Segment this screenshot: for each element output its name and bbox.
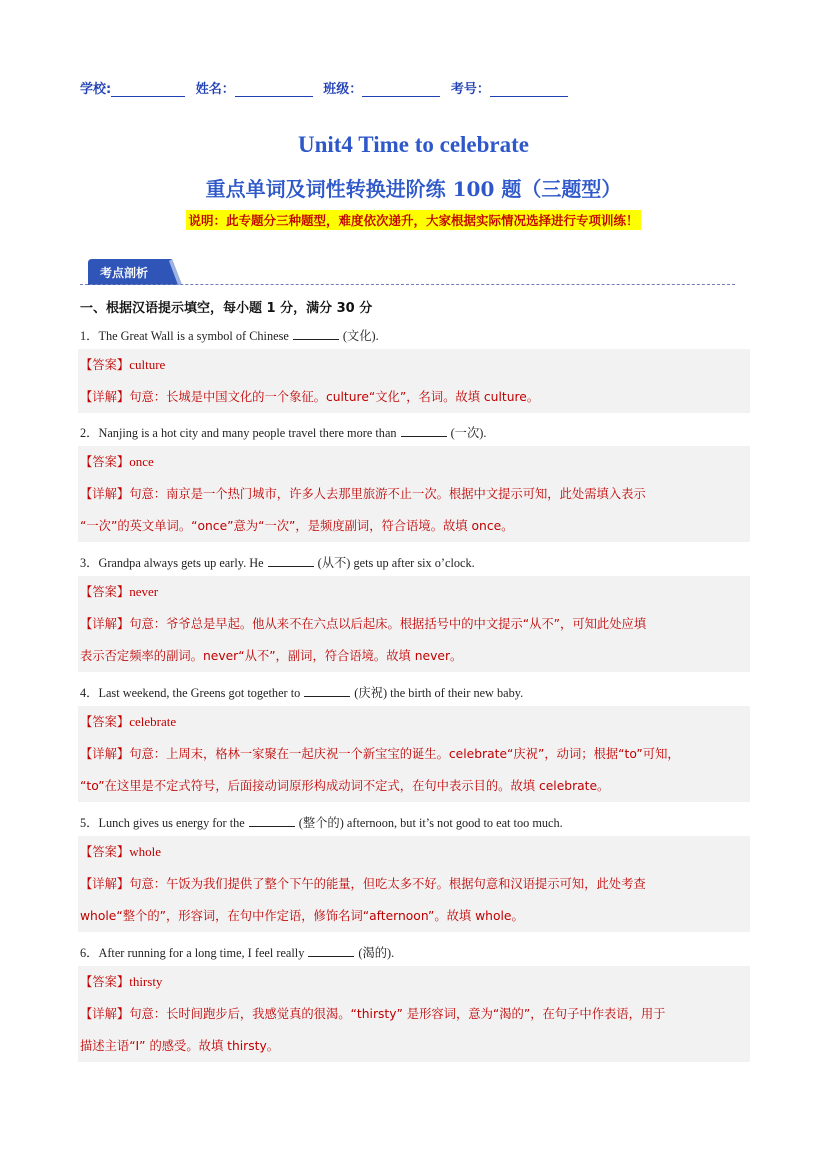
explanation-text: whole“整个的”，形容词，在句中作定语，修饰名词“afternoon”。故填 whole。 [80, 909, 524, 923]
explanation-text: 描述主语“I” 的感受。故填 thirsty。 [80, 1039, 280, 1053]
tab-label: 考点剖析 [100, 266, 149, 280]
answer-blank [249, 814, 295, 827]
explanation-line [80, 770, 748, 802]
answer-value: culture [129, 357, 166, 372]
explain-tag: 【详解】 [80, 617, 130, 631]
question-text-before: After running for a long time, I feel really [98, 946, 305, 960]
answer-value: thirsty [129, 974, 163, 989]
question-4 [80, 683, 523, 701]
explanation-text: 句意：长城是中国文化的一个象征。culture“文化”，名词。故填 culture。 [129, 390, 540, 404]
answer-line [80, 349, 748, 381]
answer-line [80, 576, 748, 608]
answer-blank [304, 684, 350, 697]
answer-line [80, 836, 748, 868]
class-blank [362, 82, 440, 97]
class-label: 班级： [323, 82, 363, 97]
explanation-line [80, 868, 748, 900]
question-text-before: Grandpa always gets up early. He [98, 556, 264, 570]
exam-number-blank [490, 82, 568, 97]
explain-tag: 【详解】 [80, 390, 130, 404]
explanation-text: 表示否定频率的副词。never“从不”，副词，符合语境。故填 never。 [80, 649, 463, 663]
explain-tag: 【详解】 [80, 487, 130, 501]
explanation-line [80, 478, 748, 510]
school-label: 学校: [80, 82, 112, 97]
question-6 [80, 943, 394, 961]
answer-value: once [129, 454, 154, 469]
answer-blank [293, 327, 339, 340]
answer-tag: 【答案】 [80, 845, 130, 859]
answer-blank [401, 424, 447, 437]
answer-value: whole [129, 844, 161, 859]
answer-block-2 [78, 446, 750, 542]
question-5 [80, 813, 563, 831]
explanation-text: 句意：长时间跑步后，我感觉真的很渴。“thirsty” 是形容词，意为“渴的”，在句子中作表语，用于 [129, 1007, 666, 1021]
explanation-text: 句意：南京是一个热门城市，许多人去那里旅游不止一次。根据中文提示可知，此处需填入表示 [129, 487, 646, 501]
answer-tag: 【答案】 [80, 715, 130, 729]
answer-value: never [129, 584, 159, 599]
name-blank [235, 82, 313, 97]
document-subtitle: 重点单词及词性转换进阶练 100 题（三题型） [205, 177, 622, 201]
section-tab [88, 259, 182, 285]
answer-tag: 【答案】 [80, 585, 130, 599]
question-text-before: The Great Wall is a symbol of Chinese [98, 329, 289, 343]
question-text-before: Last weekend, the Greens got together to [98, 686, 301, 700]
answer-block-6 [78, 966, 750, 1062]
answer-line [80, 966, 748, 998]
answer-value: celebrate [129, 714, 177, 729]
explanation-line [80, 640, 748, 672]
answer-block-4 [78, 706, 750, 802]
question-number: 2． [80, 426, 99, 440]
question-number: 5． [80, 816, 99, 830]
question-hint: (从不) gets up after six o’clock. [317, 556, 475, 570]
answer-tag: 【答案】 [80, 455, 130, 469]
answer-tag: 【答案】 [80, 975, 130, 989]
school-blank [111, 82, 185, 97]
question-2 [80, 423, 486, 441]
explanation-line [80, 510, 748, 542]
exam-number-label: 考号： [450, 82, 490, 97]
question-hint: (渴的). [358, 946, 395, 960]
question-number: 4． [80, 686, 99, 700]
document-title: Unit4 Time to celebrate [297, 132, 529, 157]
answer-block-5 [78, 836, 750, 932]
student-info-header [80, 78, 574, 97]
answer-blank [308, 944, 354, 957]
question-number: 1． [80, 329, 99, 343]
explanation-text: 句意：爷爷总是早起。他从来不在六点以后起床。根据括号中的中文提示“从不”，可知此处应填 [129, 617, 647, 631]
explanation-text: 句意：午饭为我们提供了整个下午的能量，但吃太多不好。根据句意和汉语提示可知，此处考查 [129, 877, 646, 891]
section-heading: 一、根据汉语提示填空，每小题 1 分，满分 30 分 [80, 301, 373, 316]
question-3 [80, 553, 475, 571]
question-1 [80, 326, 379, 344]
explain-tag: 【详解】 [80, 877, 130, 891]
question-number: 6． [80, 946, 99, 960]
question-hint: (文化). [342, 329, 379, 343]
name-label: 姓名： [195, 82, 235, 97]
question-number: 3． [80, 556, 99, 570]
instructions-note-wrapper [0, 210, 827, 230]
explanation-text: “to”在这里是不定式符号，后面接动词原形构成动词不定式，在句中表示目的。故填 celebrate。 [80, 779, 610, 793]
explanation-text: 句意：上周末，格林一家聚在一起庆祝一个新宝宝的诞生。celebrate“庆祝”，动词；根据“to”可知， [129, 747, 680, 761]
question-hint: (庆祝) the birth of their new baby. [354, 686, 524, 700]
question-text-before: Nanjing is a hot city and many people travel there more than [98, 426, 397, 440]
explanation-line [80, 381, 748, 413]
question-hint: (整个的) afternoon, but it’s not good to eat too much. [298, 816, 563, 830]
explain-tag: 【详解】 [80, 747, 130, 761]
explanation-line [80, 738, 748, 770]
explain-tag: 【详解】 [80, 1007, 130, 1021]
answer-block-1 [78, 349, 750, 413]
answer-line [80, 706, 748, 738]
answer-block-3 [78, 576, 750, 672]
explanation-line [80, 1030, 748, 1062]
question-text-before: Lunch gives us energy for the [98, 816, 245, 830]
instructions-note: 说明：此专题分三种题型，难度依次递升，大家根据实际情况选择进行专项训练！ [186, 210, 640, 230]
explanation-line [80, 608, 748, 640]
explanation-line [80, 900, 748, 932]
explanation-line [80, 998, 748, 1030]
answer-line [80, 446, 748, 478]
question-hint: (一次). [450, 426, 487, 440]
answer-blank [268, 554, 314, 567]
answer-tag: 【答案】 [80, 358, 130, 372]
explanation-text: “一次”的英文单词。“once”意为“一次”，是频度副词，符合语境。故填 once。 [80, 519, 514, 533]
dashed-divider [80, 284, 735, 285]
